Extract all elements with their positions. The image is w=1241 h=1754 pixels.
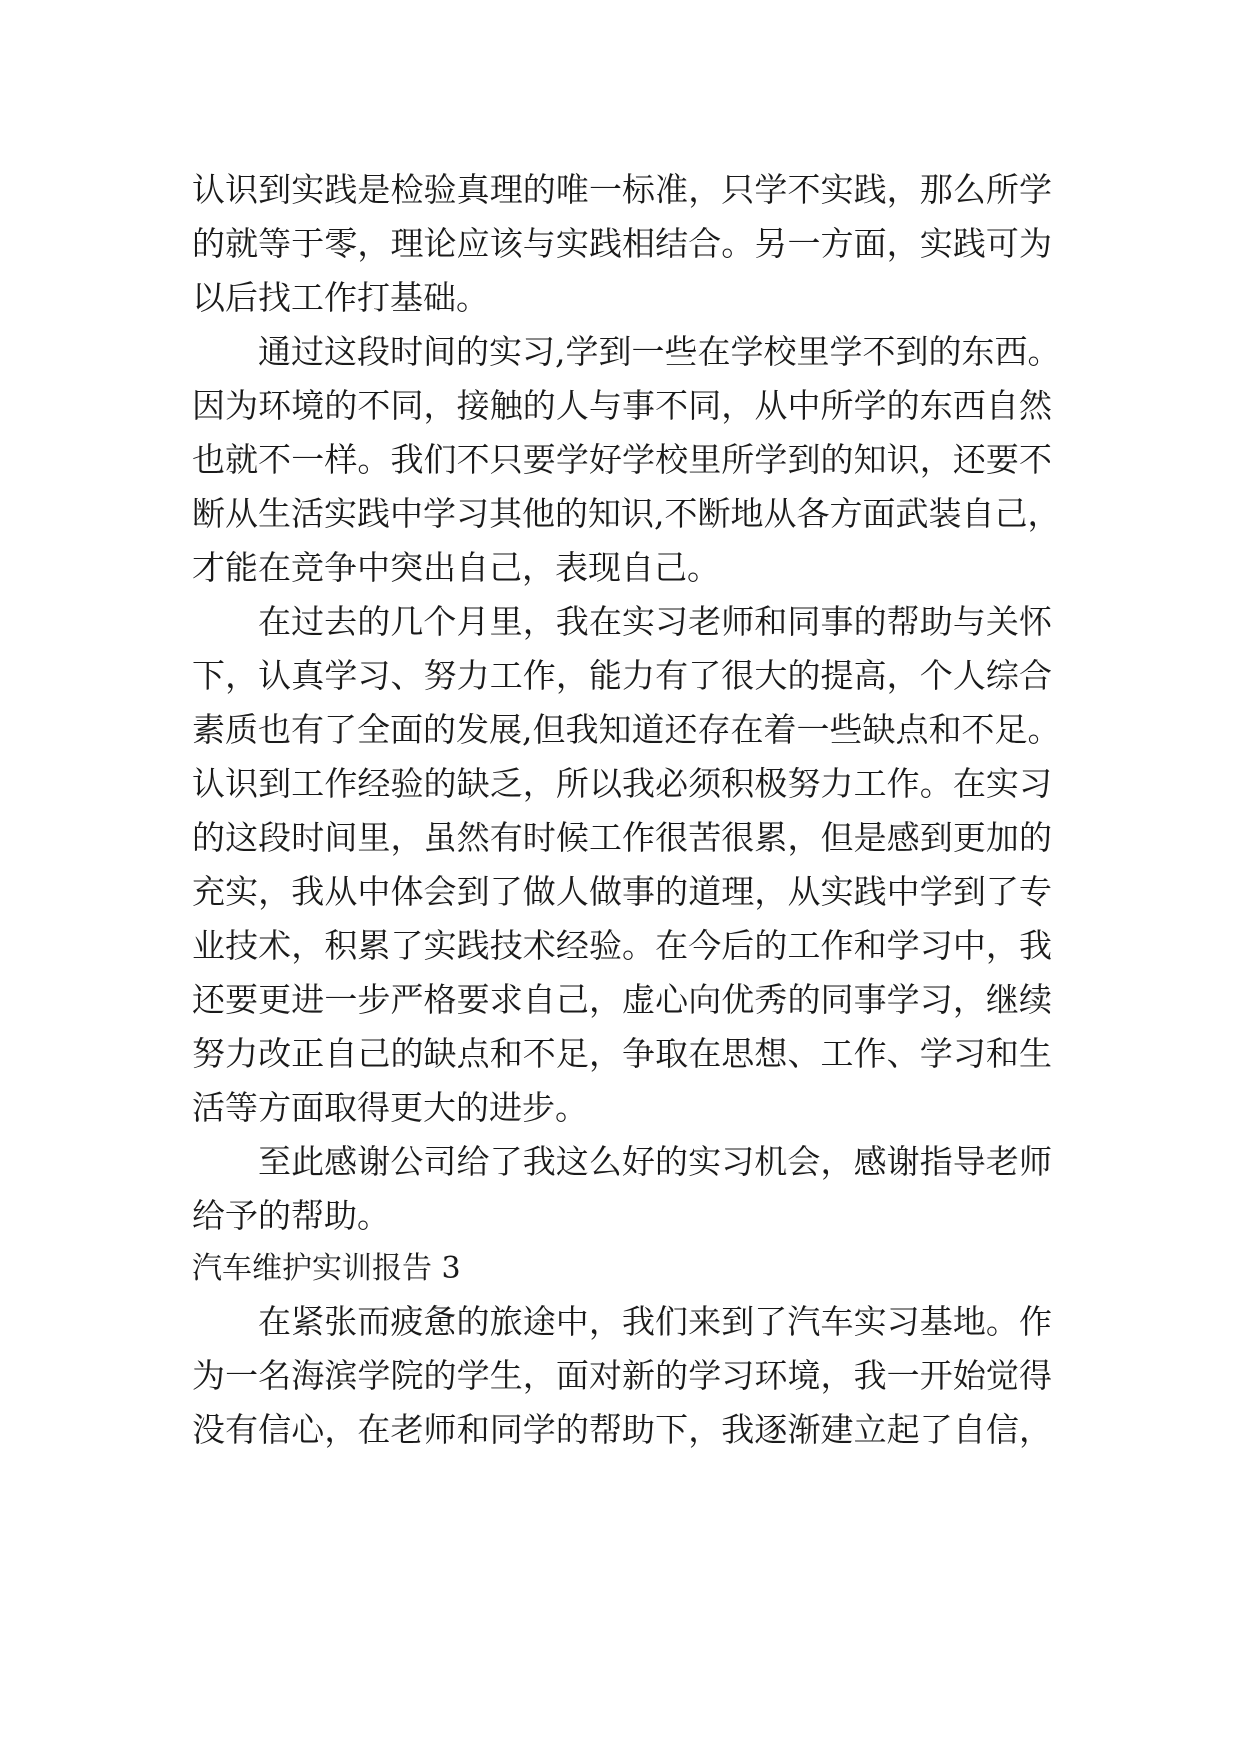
text-line: 认识到实践是检验真理的唯一标准，只学不实践，那么所学 bbox=[192, 170, 1052, 209]
paragraph-first-line: 通过这段时间的实习,学到一些在学校里学不到的东西。 bbox=[258, 332, 1061, 371]
text-line: 努力改正自己的缺点和不足，争取在思想、工作、学习和生 bbox=[192, 1034, 1052, 1073]
text-line: 断从生活实践中学习其他的知识,不断地从各方面武装自己， bbox=[192, 494, 1061, 533]
text-line: 因为环境的不同，接触的人与事不同，从中所学的东西自然 bbox=[192, 386, 1052, 425]
text-line: 给予的帮助。 bbox=[192, 1196, 390, 1235]
text-line: 以后找工作打基础。 bbox=[192, 278, 489, 317]
text-line: 为一名海滨学院的学生，面对新的学习环境，我一开始觉得 bbox=[192, 1356, 1052, 1395]
section-heading: 汽车维护实训报告 3 bbox=[192, 1251, 461, 1286]
text-line: 认识到工作经验的缺乏，所以我必须积极努力工作。在实习 bbox=[192, 764, 1052, 803]
paragraph-first-line: 在紧张而疲惫的旅途中，我们来到了汽车实习基地。作 bbox=[258, 1302, 1052, 1341]
text-line: 没有信心，在老师和同学的帮助下，我逐渐建立起了自信， bbox=[192, 1410, 1052, 1449]
paragraph-first-line: 至此感谢公司给了我这么好的实习机会，感谢指导老师 bbox=[258, 1142, 1052, 1181]
text-line: 才能在竞争中突出自己，表现自己。 bbox=[192, 548, 720, 587]
text-line: 也就不一样。我们不只要学好学校里所学到的知识，还要不 bbox=[192, 440, 1052, 479]
text-line: 活等方面取得更大的进步。 bbox=[192, 1088, 588, 1127]
text-line: 充实，我从中体会到了做人做事的道理，从实践中学到了专 bbox=[192, 872, 1052, 911]
paragraph-first-line: 在过去的几个月里，我在实习老师和同事的帮助与关怀 bbox=[258, 602, 1052, 641]
text-line: 下，认真学习、努力工作，能力有了很大的提高，个人综合 bbox=[192, 656, 1052, 695]
text-line: 的就等于零，理论应该与实践相结合。另一方面，实践可为 bbox=[192, 224, 1052, 263]
text-line: 的这段时间里，虽然有时候工作很苦很累，但是感到更加的 bbox=[192, 818, 1052, 857]
text-line: 还要更进一步严格要求自己，虚心向优秀的同事学习，继续 bbox=[192, 980, 1052, 1019]
text-line: 业技术，积累了实践技术经验。在今后的工作和学习中，我 bbox=[192, 926, 1052, 965]
text-line: 素质也有了全面的发展,但我知道还存在着一些缺点和不足。 bbox=[192, 710, 1061, 749]
